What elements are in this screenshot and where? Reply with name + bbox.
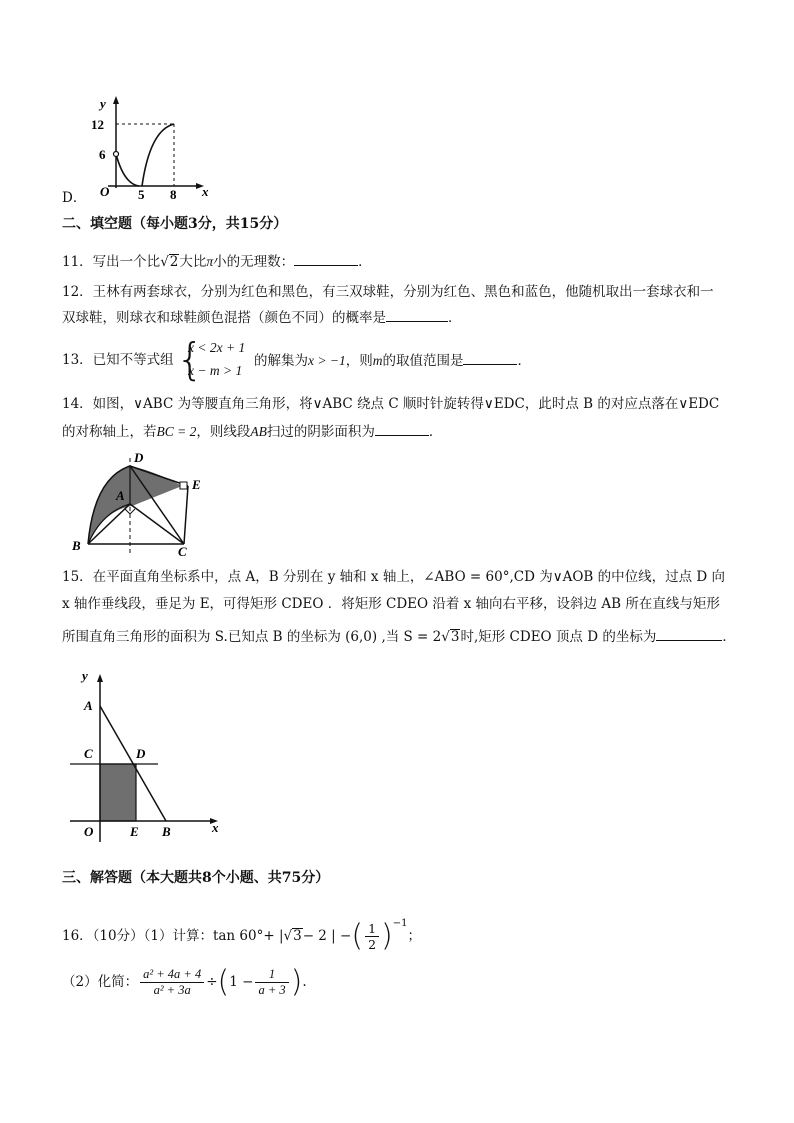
question-11: 11．写出一个比√2大比π小的无理数： ．: [62, 251, 372, 272]
q16-one: 1 −: [229, 974, 254, 990]
q14-label-C: C: [178, 544, 187, 558]
q16-part-2-label: （2）化简：: [62, 974, 139, 990]
graph-tick-5: 5: [138, 187, 145, 202]
graph-tick-12: 12: [91, 117, 104, 132]
q13-condition: x > −1: [308, 353, 346, 368]
q13-answer-blank[interactable]: [463, 350, 517, 365]
q16-expr1b: − 2 | −: [302, 928, 352, 944]
q16-sqrt-arg: 3: [293, 928, 302, 944]
q15-line-3b: 时,矩形 CDEO 顶点 D 的坐标为: [460, 629, 657, 645]
graph-y-label: y: [100, 96, 106, 111]
q11-sqrt-arg: 2: [169, 254, 179, 270]
q13-inequality-1: x < 2x + 1: [188, 340, 246, 355]
q16-prefix: 16．（10分）（1）计算：: [62, 928, 213, 944]
question-12-line-2: [62, 307, 462, 328]
q14-line-2a: 的对称轴上，若: [62, 424, 157, 440]
q14-label-E: E: [192, 477, 201, 492]
option-d-label: D．: [62, 190, 87, 206]
q15-end: ．: [722, 629, 736, 645]
q11-pi: π: [206, 254, 214, 269]
q15-figure: [66, 666, 226, 846]
graph-tick-6: 6: [99, 147, 106, 162]
q16-exponent: −1: [392, 918, 408, 929]
q14-segment: AB: [250, 424, 267, 439]
q15-label-x: x: [212, 820, 219, 835]
question-13-prefix: 13．已知不等式组: [62, 352, 174, 368]
q15-label-A: A: [84, 698, 93, 713]
q11-mid: 大比: [179, 254, 207, 270]
q12-answer-blank[interactable]: [386, 307, 448, 322]
q13-inequality-2: x − m > 1: [188, 363, 243, 378]
q16-fraction-2: $\frac{1}{a + 3}$: [255, 967, 288, 998]
q11-suffix: 小的无理数：: [213, 254, 295, 270]
question-16-part-2: （2）化简： $\frac{\text{a² + 4a + 4}}{\text{a² + 3a}}$ ÷(1 − $\frac{1}{a + 3}$ ).: [62, 964, 307, 1000]
q16-half-fraction: $\frac{1}{2}$: [365, 921, 379, 952]
q13-mid2: ，则: [345, 353, 373, 369]
option-d-graph: [64, 92, 214, 204]
question-16-part-1: 16．（10分）（1）计算：tan 60°+ |√3− 2 | −( $\frac{1}{2}$ )$^{-1}$；: [62, 918, 421, 954]
q16-end1: ；: [407, 928, 421, 944]
q16-div: ÷: [206, 974, 218, 990]
q14-answer-blank[interactable]: [375, 421, 429, 436]
section-2-heading: 二、填空题（每小题3分，共15分）: [62, 216, 288, 232]
q16-fraction-1: $\frac{\text{a² + 4a + 4}}{\text{a² + 3a}}$: [140, 967, 204, 998]
question-15-line-2: x 轴作垂线段，垂足为 E，可得矩形 CDEO ．将矩形 CDEO 沿着 x 轴向右平移，设斜边 AB 所在直线与矩形: [62, 596, 720, 612]
q14-label-D: D: [134, 450, 144, 465]
q12-line-2-text: 双球鞋，则球衣和球鞋颜色混搭（颜色不同）的概率是: [62, 310, 386, 326]
q13-end: ．: [517, 353, 531, 369]
q14-line-2c: 扫过的阴影面积为: [266, 424, 375, 440]
question-13-rest: [254, 350, 531, 371]
question-14-line-1: 14．如图，∨ABC 为等腰直角三角形，将∨ABC 绕点 C 顺时针旋转得∨EDC，此时点 B 的对应点落在∨EDC: [62, 396, 720, 412]
question-15-line-1: 15．在平面直角坐标系中，点 A，B 分别在 y 轴和 x 轴上，∠ABO = 60°,CD 为∨AOB 的中位线，过点 D 向: [62, 569, 726, 585]
q13-mid: 的解集为: [254, 353, 308, 369]
q12-end: ．: [448, 310, 462, 326]
q13-suffix: 的取值范围是: [382, 353, 464, 369]
graph-x-label: x: [202, 184, 209, 199]
q11-answer-blank[interactable]: [294, 251, 358, 266]
question-14-line-2: [62, 421, 442, 442]
q15-label-C: C: [84, 746, 93, 761]
q15-label-E: E: [130, 824, 139, 839]
question-12-line-1: 12．王林有两套球衣，分别为红色和黑色，有三双球鞋，分别为红色、黑色和蓝色，他随机取出一套球衣和一: [62, 284, 714, 300]
q13-brace: {: [176, 334, 204, 385]
q14-end: ．: [428, 424, 443, 440]
q14-label-A: A: [116, 488, 125, 503]
q13-var: m: [372, 353, 383, 368]
q15-label-O: O: [84, 824, 94, 839]
q15-line-3a: 所围直角三角形的面积为 S.已知点 B 的坐标为 (6,0) ,当 S = 2: [62, 629, 442, 645]
q15-label-D: D: [136, 746, 146, 761]
graph-origin: O: [100, 184, 110, 199]
graph-tick-8: 8: [170, 187, 177, 202]
q14-line-2b: ，则线段: [196, 424, 251, 440]
q14-label-B: B: [72, 538, 81, 553]
q14-condition: BC = 2: [156, 424, 197, 439]
q15-label-B: B: [162, 824, 171, 839]
q15-answer-blank[interactable]: [656, 626, 722, 641]
section-3-heading: 三、解答题（本大题共8个小题、共75分）: [62, 870, 330, 886]
q15-sqrt-arg: 3: [450, 629, 460, 645]
question-15-line-3: 所围直角三角形的面积为 S.已知点 B 的坐标为 (6,0) ,当 S = 2√3时,矩形 CDEO 顶点 D 的坐标为 ．: [62, 626, 736, 647]
q11-end: ．: [358, 254, 372, 270]
q16-end2: .: [302, 974, 307, 990]
q16-expr1a: tan 60°+ |: [212, 928, 284, 944]
q14-figure: [64, 448, 224, 558]
q15-label-y: y: [82, 668, 88, 683]
q11-prefix: 11．写出一个比: [62, 254, 161, 270]
